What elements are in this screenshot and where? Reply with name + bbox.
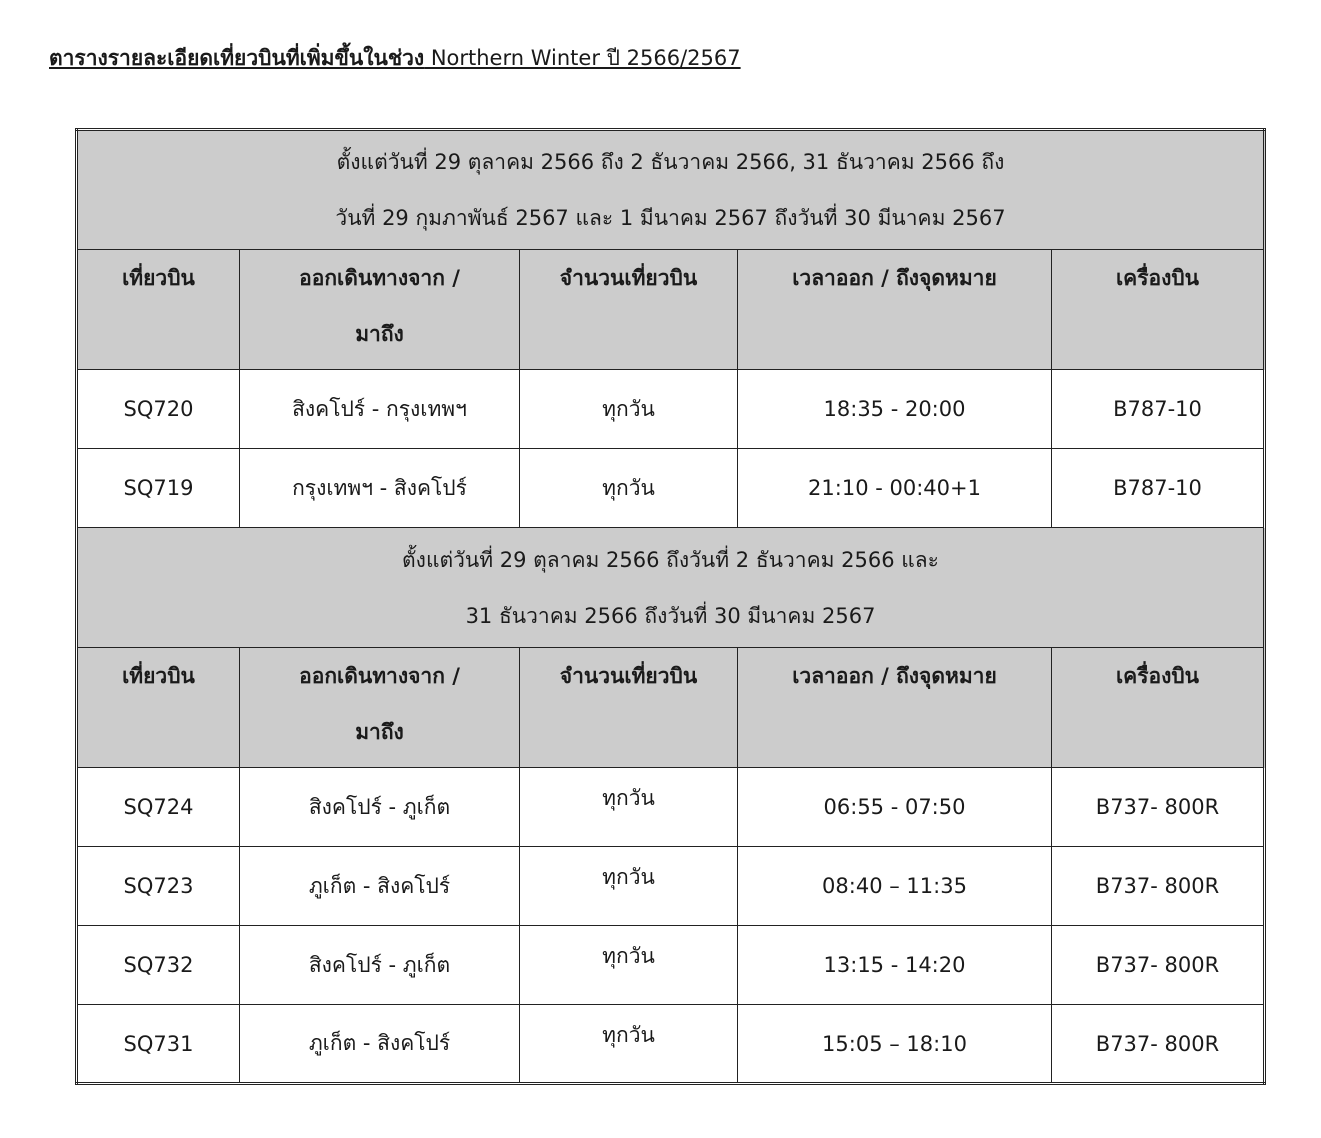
table-row xyxy=(77,449,1265,528)
period-line: ตั้งแต่วันที่ 29 ตุลาคม 2566 ถึง 2 ธันวาคม 2566, 31 ธันวาคม 2566 ถึง xyxy=(336,150,1005,174)
frequency: ทุกวัน xyxy=(520,449,738,528)
page-title xyxy=(49,42,741,75)
flight-number: SQ719 xyxy=(77,449,240,528)
period-header xyxy=(77,130,1265,250)
flight-number: SQ731 xyxy=(77,1005,240,1084)
frequency: ทุกวัน xyxy=(520,926,738,1005)
column-header-route: ออกเดินทางจาก / มาถึง xyxy=(240,648,520,768)
flight-number: SQ720 xyxy=(77,370,240,449)
period-line: 31 ธันวาคม 2566 ถึงวันที่ 30 มีนาคม 2567 xyxy=(465,603,876,628)
route: ภูเก็ต - สิงคโปร์ xyxy=(240,1005,520,1084)
aircraft: B787-10 xyxy=(1052,449,1265,528)
period-row xyxy=(77,528,1265,648)
column-header-aircraft: เครื่องบิน xyxy=(1052,250,1265,370)
page-title-thai: ตารางรายละเอียดเที่ยวบินที่เพิ่มขึ้นในช่วง xyxy=(49,46,425,70)
departure-arrival-time: 15:05 – 18:10 xyxy=(738,1005,1052,1084)
frequency: ทุกวัน xyxy=(520,847,738,926)
frequency: ทุกวัน xyxy=(520,1005,738,1084)
table-row xyxy=(77,768,1265,847)
period-line: วันที่ 29 กุมภาพันธ์ 2567 และ 1 มีนาคม 2567 ถึงวันที่ 30 มีนาคม 2567 xyxy=(335,206,1006,230)
route: สิงคโปร์ - ภูเก็ต xyxy=(240,926,520,1005)
route: สิงคโปร์ - กรุงเทพฯ xyxy=(240,370,520,449)
aircraft: B737- 800R xyxy=(1052,926,1265,1005)
column-header-row xyxy=(77,648,1265,768)
aircraft: B737- 800R xyxy=(1052,1005,1265,1084)
departure-arrival-time: 08:40 – 11:35 xyxy=(738,847,1052,926)
flight-number: SQ724 xyxy=(77,768,240,847)
flight-number: SQ732 xyxy=(77,926,240,1005)
column-header-route: ออกเดินทางจาก / มาถึง xyxy=(240,250,520,370)
column-header-time: เวลาออก / ถึงจุดหมาย xyxy=(738,250,1052,370)
column-header-frequency: จำนวนเที่ยวบิน xyxy=(520,250,738,370)
column-header-flight: เที่ยวบิน xyxy=(77,250,240,370)
frequency: ทุกวัน xyxy=(520,768,738,847)
column-header-row xyxy=(77,250,1265,370)
page-title-season: Northern Winter ปี 2566/2567 xyxy=(424,46,741,70)
aircraft: B737- 800R xyxy=(1052,847,1265,926)
column-header-frequency: จำนวนเที่ยวบิน xyxy=(520,648,738,768)
departure-arrival-time: 21:10 - 00:40+1 xyxy=(738,449,1052,528)
flight-schedule-table xyxy=(75,128,1266,1085)
table-row xyxy=(77,847,1265,926)
aircraft: B737- 800R xyxy=(1052,768,1265,847)
table-row xyxy=(77,926,1265,1005)
column-header-aircraft: เครื่องบิน xyxy=(1052,648,1265,768)
departure-arrival-time: 06:55 - 07:50 xyxy=(738,768,1052,847)
route: กรุงเทพฯ - สิงคโปร์ xyxy=(240,449,520,528)
column-header-time: เวลาออก / ถึงจุดหมาย xyxy=(738,648,1052,768)
table-row xyxy=(77,370,1265,449)
table-row xyxy=(77,1005,1265,1084)
departure-arrival-time: 13:15 - 14:20 xyxy=(738,926,1052,1005)
period-line: ตั้งแต่วันที่ 29 ตุลาคม 2566 ถึงวันที่ 2 ธันวาคม 2566 และ xyxy=(402,547,939,572)
aircraft: B787-10 xyxy=(1052,370,1265,449)
column-header-flight: เที่ยวบิน xyxy=(77,648,240,768)
period-header xyxy=(77,528,1265,648)
route: สิงคโปร์ - ภูเก็ต xyxy=(240,768,520,847)
frequency: ทุกวัน xyxy=(520,370,738,449)
departure-arrival-time: 18:35 - 20:00 xyxy=(738,370,1052,449)
route: ภูเก็ต - สิงคโปร์ xyxy=(240,847,520,926)
period-row xyxy=(77,130,1265,250)
flight-number: SQ723 xyxy=(77,847,240,926)
